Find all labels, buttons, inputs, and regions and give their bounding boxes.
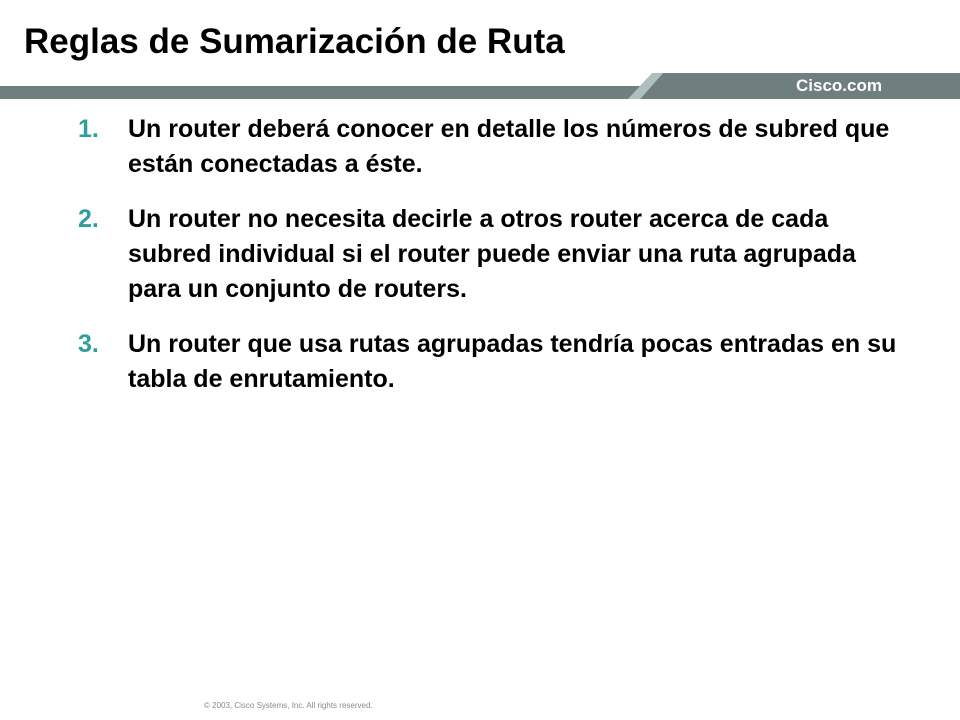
rule-item-3 xyxy=(78,327,908,397)
rule-number: 3. xyxy=(78,330,99,358)
rule-item-2 xyxy=(78,202,908,307)
rule-number: 2. xyxy=(78,205,99,233)
rule-item-1 xyxy=(78,112,908,182)
slide-title: Reglas de Sumarización de Ruta xyxy=(24,22,565,61)
rule-text: Un router que usa rutas agrupadas tendría pocas entradas en su tabla de enrutamiento. xyxy=(128,330,897,393)
rules-list xyxy=(78,112,908,417)
rule-number: 1. xyxy=(78,115,99,143)
cisco-brand-logo: Cisco.com xyxy=(796,76,882,95)
rule-text: Un router no necesita decirle a otros router acerca de cada subred individual si el router puede enviar una ruta agrupada para un conjunto de routers. xyxy=(128,205,856,303)
rule-text: Un router deberá conocer en detalle los números de subred que están conectadas a éste. xyxy=(128,115,890,178)
copyright-notice: © 2003, Cisco Systems, Inc. All rights reserved. xyxy=(204,701,373,710)
